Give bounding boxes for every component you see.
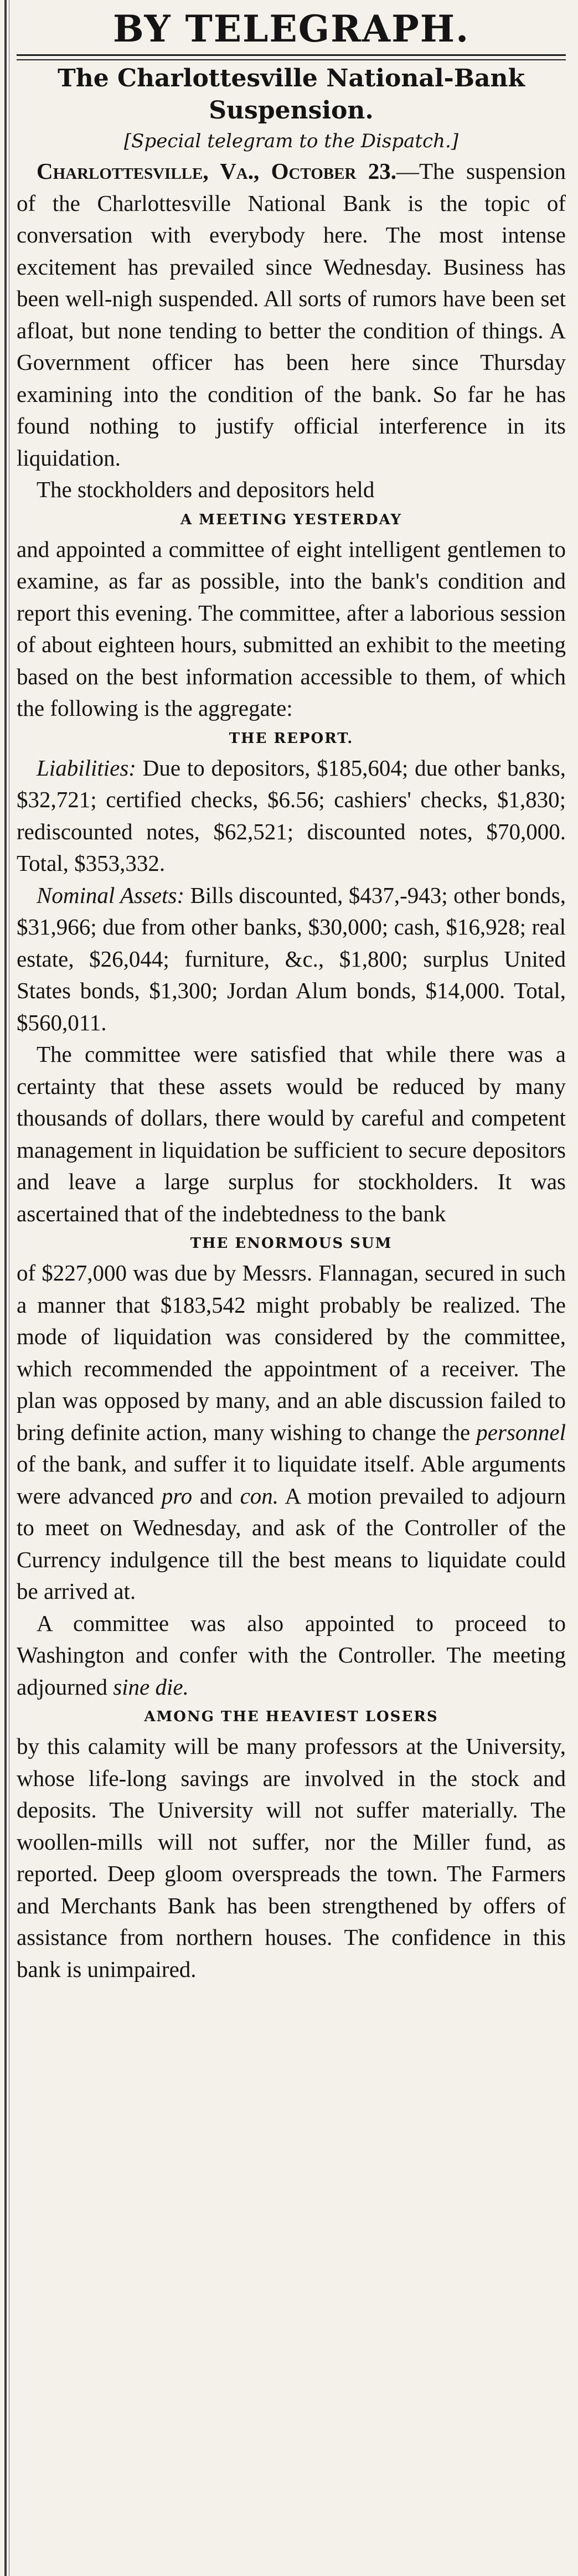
subhead-meeting: A MEETING YESTERDAY (180, 511, 402, 528)
sine-die-word: sine die. (113, 1674, 189, 1700)
dateline: Charlottesville, Va., October 23. (37, 158, 396, 184)
losers-paragraph: by this calamity will be many professors at the University, whose life-long savings are involved in the stock and deposits. The University will not suffer materially. The woollen-mills will not suffer, nor the Miller fund, as reported. Deep gloom overspreads the town. The Farmers and Merchants Bank has been strengthened by offers of assistance from northern houses. The confidence in this bank is unimpaired. (17, 1733, 566, 1982)
sum-paragraph (17, 1257, 566, 1608)
masthead: BY TELEGRAPH. (112, 7, 470, 50)
article-headline (17, 63, 566, 127)
pro-word: pro (161, 1483, 193, 1509)
subhead-report: THE REPORT. (229, 730, 354, 747)
headline-line-1: The Charlottesville National-Bank (57, 64, 525, 92)
liabilities-text: Due to depositors, $185,604; due other banks, $32,721; certified checks, $6.56; cashiers' checks, $1,830; rediscounted notes, $62,521; discounted notes, $70,000. Total, $353,332. (17, 755, 566, 876)
committee-paragraph (17, 1608, 566, 1703)
column-rule (4, 0, 7, 2576)
personnel-word: personnel (476, 1419, 566, 1445)
con-word: con. (240, 1483, 279, 1509)
sum-text-a: of $227,000 was due by Messrs. Flannagan, secured in such a manner that $183,542 might probably be realized. The mode of liquidation was considered by the committee, which recommended the appointment of a receiver. The plan was opposed by many, and an able discussion failed to bring definite action, many wishing to change the (17, 1260, 566, 1445)
assets-paragraph (17, 880, 566, 1039)
meeting-paragraph: and appointed a committee of eight intelligent gentlemen to examine, as far as possible, into the bank's condition and report this evening. The committee, after a laborious session of about eighteen hours, submitted an exhibit to the meeting based on the best information accessible to them, of which the following is the aggregate: (17, 536, 566, 721)
committee-text: A committee was also appointed to proceed to Washington and confer with the Controller. The meeting adjourned (17, 1610, 566, 1700)
and-word: and (192, 1483, 240, 1509)
liabilities-label: Liabilities: (37, 755, 136, 781)
subhead-heaviest-losers: AMONG THE HEAVIEST LOSERS (144, 1708, 438, 1725)
assets-text: Bills discounted, $437,-943; other bonds, $31,966; due from other banks, $30,000; cash, $16,928; real estate, $26,044; furniture, &c., $1,800; surplus United States bonds, $1,300; Jordan Alum bonds, $14,000. Total, $560,011. (17, 882, 566, 1035)
intro-paragraph (17, 156, 566, 474)
sum-text-b: of the bank, and suffer it to liquidate itself. Able arguments were advanced (17, 1451, 566, 1509)
sum-text-c: A motion prevailed to adjourn to meet on Wednesday, and ask of the Controller of the Currency indulgence till the best means to liquidate could be arrived at. (17, 1483, 566, 1604)
source-note: [Special telegram to the Dispatch.] (123, 130, 459, 152)
stockholders-paragraph: The stockholders and depositors held (37, 477, 375, 502)
satisfied-paragraph: The committee were satisfied that while there was a certainty that these assets would be reduced by many thousands of dollars, there would by careful and competent management in liquidation be sufficient to secure depositors and leave a large surplus for stockholders. It was ascertained that of the indebtedness to the bank (17, 1041, 566, 1226)
masthead-rule (17, 54, 566, 60)
headline-line-2: Suspension. (209, 96, 374, 125)
liabilities-paragraph (17, 752, 566, 880)
subhead-enormous-sum: THE ENORMOUS SUM (190, 1235, 393, 1252)
assets-label: Nominal Assets: (37, 882, 185, 908)
intro-text: —The suspension of the Charlottesville National Bank is the topic of conversation with everybody here. The most intense excitement has prevailed since Wednesday. Business has been well-nigh suspended. All sorts of rumors have been set afloat, but none tending to better the condition of things. A Government officer has been here since Thursday examining into the condition of the bank. So far he has found nothing to justify official interference in its liquidation. (17, 158, 566, 471)
